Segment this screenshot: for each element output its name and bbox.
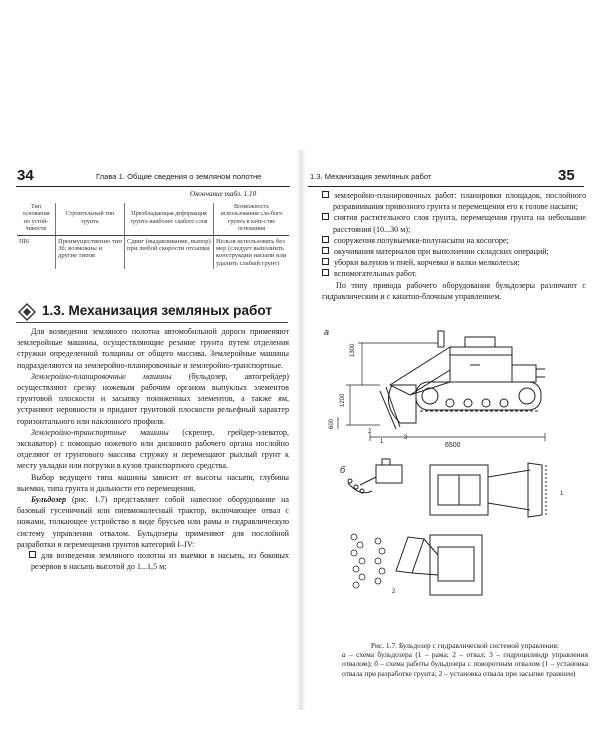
section-underline [16, 322, 288, 323]
table-header-cell: Преобладающая деформация грунта наиболее слабого слоя [125, 203, 214, 235]
list-item [322, 268, 586, 279]
caption-letter: а [342, 650, 346, 660]
paragraph-text: (скрепер, грейдер-элеватор, экскаватор) с помощью ножевого или дискового рабочего органа послойно отделяют от грунтового массива стружку и перемещают рыхлый грунт к месту укладки или погрузки в кузов транспортного средства. [17, 427, 289, 471]
term: Бульдозер [31, 495, 67, 505]
list-item [322, 246, 586, 257]
list-item-text: вспомогательных работ. [334, 269, 417, 279]
caption-text: – схема бульдозера (1 – рама; 2 – отвал; 3 – гидроцилиндр управления отвалом); [342, 650, 588, 669]
table-header-row [17, 203, 289, 235]
table-cell: Преимущественно тип 3б; возможны и другие типов [56, 235, 125, 269]
list-item [322, 235, 586, 246]
section-title: 1.3. Механизация земляных работ [42, 303, 273, 318]
paragraph [17, 371, 289, 427]
table-header-cell: Возможность использования сла-бого грунта в каче-стве основания [214, 203, 290, 235]
dimension-label: 1300 [350, 343, 356, 357]
right-header-title: 1.3. Механизация земляных работ [310, 172, 432, 181]
term: Землеройно-транспортные машины [31, 427, 169, 437]
bulldozer-figure [320, 325, 590, 630]
soil-table [17, 203, 289, 269]
list-item-text: снятия растительного слоя грунта, перемещения грунта на небольшие расстояния (10...30 м); [333, 213, 586, 234]
table-caption: Окончание табл. 1.10 [190, 190, 257, 198]
part-label: 2 [392, 589, 396, 595]
part-label: 1 [560, 491, 564, 497]
paragraph-text: (рис. 1.7) представляет собой навесное оборудование на базовый гусеничный или пневмоколесный трактор, включающее отвал с ножами, толкающее устройство в виде брусьев или рамы и гидравлическую систему управления отвалом. Бульдозеры применяют для послойной разработки и перемещения грунтов категорий I–IV: [17, 495, 289, 549]
list-item [322, 257, 586, 268]
caption-title: Рис. 1.7. Бульдозер с гидравлической системой управления: [370, 641, 560, 650]
caption-text: – схема работы бульдозера с поворотным отвалом (1 – установка отвала при разработке грунта; 2 – установка отвала при засыпке траншеи) [342, 659, 588, 678]
list-item-text: для возведения земляного полотна из выемки в насыпь, из боковых резервов в насыпь высотой до 1...1,5 м; [31, 551, 289, 572]
paragraph: По типу привода рабочего оборудования бульдозеры различают с гидравлическим и с канатно-блочным управлением. [322, 280, 586, 301]
part-label: 1 [380, 439, 384, 445]
part-label: 2 [368, 429, 372, 435]
figure-caption [342, 641, 588, 678]
table-cell: Сдвиг (выдавливание, выпор) при любой скорости отсыпки [125, 235, 214, 269]
caption-letter: б [374, 659, 378, 669]
list-item [322, 190, 586, 212]
term: Землеройно-планировочные машины [31, 371, 172, 381]
list-item-text: землеройно-планировочных работ: планировки площадок, послойного разравнивания привозного грунта и перемещения его к голове насыпи; [333, 191, 586, 212]
checkbox-bullet-icon [322, 258, 329, 265]
checkbox-bullet-icon [322, 213, 329, 220]
left-header-title: Глава 1. Общие сведения о земляном полотне [96, 172, 262, 181]
right-header-rule [308, 186, 584, 187]
dimension-label: 600 [329, 418, 335, 429]
left-page-number: 34 [17, 167, 34, 184]
table-header-cell: Тип основания по устой-чивости [17, 203, 56, 235]
figure-label-a: а [324, 327, 330, 337]
table-cell: Нельзя использовать без мер (следует выполнить конструкции насыпи или удалить слабый грунт) [214, 235, 290, 269]
list-item-text: сооружения полувыемки-полунасыпи на косогоре; [334, 235, 509, 245]
checkbox-bullet-icon [322, 191, 329, 198]
dimension-lines [338, 343, 545, 441]
checkbox-bullet-icon [29, 551, 36, 558]
table-cell: III6 [19, 237, 29, 245]
paragraph: Для возведения земляного полотна автомобильной дороги применяют землеройные машины, осуществляющие резание грунта путем отделения стружки определенной толщины от общего массива. Землеройные машины подразделяются на землеройно-планировочные и землеройно-транспортные. [17, 327, 289, 370]
left-header-rule [16, 186, 290, 187]
list-item [322, 212, 586, 234]
paragraph-text: (бульдозер, автогрейдер) осуществляют срезку ножевым рабочим органом выпуклых элементов грунтовой плоскости и засыпку пониженных элементов, а также ям, устраняют неровности и придают грунтовой плоскости рельефный характер горизонтального или наклонного профиля. [17, 371, 289, 426]
right-page-number: 35 [558, 167, 575, 184]
dimension-label: 6500 [445, 442, 461, 449]
caption-body [342, 650, 588, 678]
list-item-text: окучивания материалов при выполнении складских операций; [334, 247, 549, 257]
checkbox-bullet-icon [322, 269, 329, 276]
paragraph: Выбор ведущего типа машины зависит от высоты насыпи, глубины выемки, типа грунта и дальности его перемещения. [17, 472, 289, 493]
table-row [17, 235, 289, 269]
section-marker-icon [16, 302, 38, 322]
bulldozer-plan-views [348, 459, 564, 595]
figure-label-b: б [340, 465, 346, 475]
part-label: 3 [404, 435, 408, 441]
paragraph [17, 427, 289, 472]
paragraph [17, 494, 289, 550]
right-body-text [322, 190, 586, 302]
left-body-text [17, 326, 289, 572]
table-header-cell: Строительный тип грунта [56, 203, 125, 235]
checkbox-bullet-icon [322, 247, 329, 254]
bulldozer-side-view [368, 331, 545, 445]
dimension-label: 1200 [340, 393, 346, 407]
checkbox-bullet-icon [322, 236, 329, 243]
list-item [17, 550, 289, 572]
list-item-text: уборки валунов и пней, корчевки и валки мелколесья; [334, 258, 520, 268]
